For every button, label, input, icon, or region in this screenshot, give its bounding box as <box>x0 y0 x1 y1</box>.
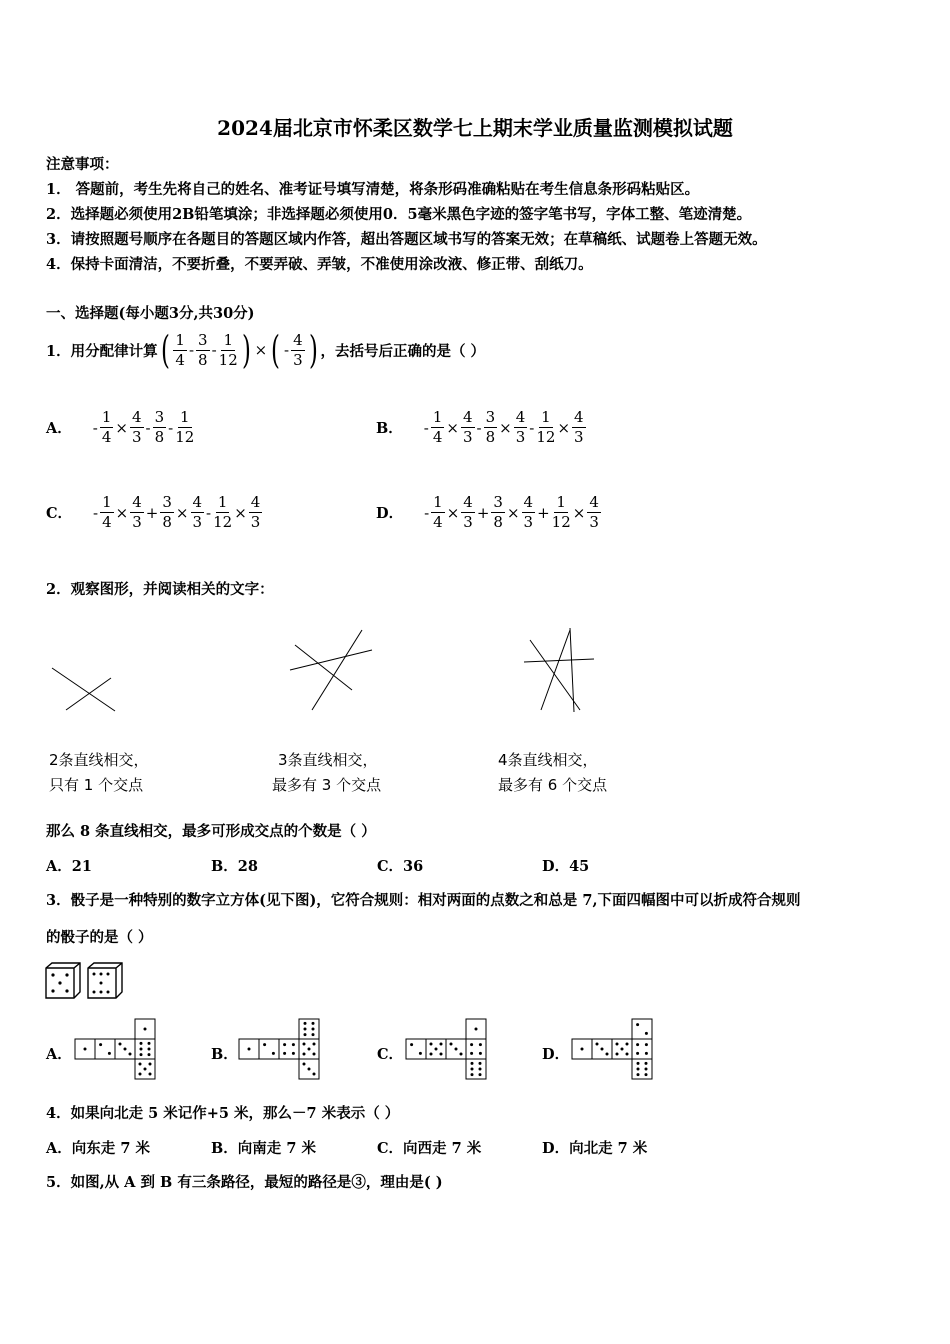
option-c[interactable]: C． <box>377 1046 404 1063</box>
die-pip <box>470 1052 473 1055</box>
dice-net-c[interactable] <box>405 1016 493 1082</box>
line <box>312 630 362 710</box>
die-pip <box>440 1043 443 1046</box>
operator: - <box>529 418 535 437</box>
die-pip <box>140 1048 143 1051</box>
die-pip <box>149 1073 152 1076</box>
figure-caption: 2条直线相交， <box>49 751 149 769</box>
die-pip <box>149 1063 152 1066</box>
fraction: $\frac{1}{4}$ <box>175 330 185 369</box>
paren-close: ) <box>308 328 318 372</box>
die-pip <box>312 1022 315 1025</box>
figure-caption: 4条直线相交， <box>498 751 598 769</box>
die-face <box>279 1039 299 1059</box>
fraction: $\frac{3}{8}$ <box>154 408 165 446</box>
die-pip <box>606 1053 609 1056</box>
dice-net-b[interactable] <box>238 1016 326 1082</box>
die-pip <box>455 1048 458 1051</box>
die-pip <box>304 1033 307 1036</box>
question-2-question: 那么 8 条直线相交，最多可形成交点的个数是（ ） <box>46 823 376 840</box>
page-title: 2024届北京市怀柔区数学七上期末学业质量监测模拟试题 <box>217 116 733 140</box>
paren-open: ( <box>160 328 170 372</box>
die-pip <box>148 1053 151 1056</box>
die-pip <box>471 1073 474 1076</box>
die-pip <box>479 1068 482 1071</box>
die-pip <box>596 1043 599 1046</box>
die-pip <box>108 1052 111 1055</box>
fraction: $\frac{4}{3}$ <box>523 493 534 531</box>
die-pip <box>308 1068 311 1071</box>
question-3-stem-continued: 的骰子的是（ ） <box>46 929 153 946</box>
fraction: $\frac{1}{4}$ <box>432 408 443 446</box>
operator: - <box>92 418 98 437</box>
dice-net-d[interactable] <box>571 1016 659 1082</box>
option-b[interactable]: B．向南走 7 米 <box>211 1140 316 1157</box>
fraction: $\frac{1}{4}$ <box>101 408 112 446</box>
operator: × <box>115 503 129 522</box>
figure-caption: 最多有 6 个交点 <box>498 776 608 794</box>
paren-open: ( <box>271 328 281 372</box>
die-pip <box>470 1043 473 1046</box>
die-pip <box>626 1043 629 1046</box>
die-face <box>259 1039 279 1059</box>
line-intersection-figures <box>0 620 950 740</box>
die-pip <box>304 1028 307 1031</box>
die-pip <box>479 1043 482 1046</box>
die-pip <box>139 1063 142 1066</box>
die-pip <box>471 1068 474 1071</box>
option-c[interactable]: C．向西走 7 米 <box>377 1140 482 1157</box>
option-c[interactable]: C．36 <box>377 858 424 875</box>
option-d[interactable] <box>376 493 602 532</box>
die-pip <box>263 1043 266 1046</box>
operator: - <box>424 503 430 522</box>
die-pip <box>645 1043 648 1046</box>
die-pip <box>272 1052 275 1055</box>
fraction: $\frac{4}{3}$ <box>250 493 261 531</box>
fraction: $\frac{3}{8}$ <box>162 493 172 531</box>
operator: + <box>145 503 159 522</box>
paren-close: ) <box>241 328 251 372</box>
option-label: C． <box>46 505 73 522</box>
dice-net-a[interactable] <box>74 1016 162 1082</box>
die-pip <box>124 1048 127 1051</box>
die-pip <box>430 1053 433 1056</box>
dice-illustration <box>44 962 126 1000</box>
die-pip <box>601 1048 604 1051</box>
die-pip <box>479 1073 482 1076</box>
notice-item: 1． 答题前，考生先将自己的姓名、准考证号填写清楚，将条形码准确粘贴在考生信息条形码粘贴区。 <box>46 181 700 198</box>
die-pip <box>636 1023 639 1026</box>
operator: × <box>446 418 459 437</box>
die-pip <box>636 1052 639 1055</box>
operator: × <box>115 418 128 437</box>
option-expression <box>423 408 587 447</box>
option-d[interactable]: D． <box>542 1046 570 1063</box>
die-pip <box>479 1052 482 1055</box>
die-pip <box>303 1053 306 1056</box>
die-face <box>406 1039 426 1059</box>
die-pip <box>645 1032 648 1035</box>
operator: - <box>168 418 174 437</box>
die-pip <box>616 1053 619 1056</box>
die-face <box>466 1039 486 1059</box>
operator: + <box>537 503 550 522</box>
die-pip <box>313 1053 316 1056</box>
option-b[interactable]: B． <box>211 1046 238 1063</box>
fraction: $\frac{4}{3}$ <box>132 493 142 531</box>
die-pip <box>312 1033 315 1036</box>
option-a[interactable]: A．21 <box>46 858 92 875</box>
option-b[interactable] <box>376 408 587 447</box>
die-pip <box>645 1052 648 1055</box>
fraction: $\frac{4}{3}$ <box>462 408 473 446</box>
question-2-stem: 2．观察图形，并阅读相关的文字： <box>46 581 274 598</box>
notice-item: 4．保持卡面清洁，不要折叠，不要弄破、弄皱，不准使用涂改液、修正带、刮纸刀。 <box>46 256 593 273</box>
operator: - <box>423 418 429 437</box>
operator: × <box>175 503 189 522</box>
fraction: $\frac{3}{8}$ <box>198 330 208 369</box>
die-pip <box>435 1048 438 1051</box>
die-pip <box>645 1073 648 1076</box>
die-pip <box>308 1048 311 1051</box>
die-pip <box>303 1063 306 1066</box>
figure-caption: 最多有 3 个交点 <box>272 776 382 794</box>
fraction: $\frac{3}{8}$ <box>485 408 496 446</box>
question-1-prefix: 1．用分配律计算 <box>46 342 158 360</box>
die-pip <box>148 1042 151 1045</box>
question-1-expression: ( $\frac{1}{4}$ - $\frac{3}{8}$ - $\frac{1}{12}$ ) × ( - $\frac{4}{3}$ ) <box>160 328 318 372</box>
die-pip <box>283 1052 286 1055</box>
option-label: D． <box>376 505 404 522</box>
die-pip <box>450 1043 453 1046</box>
option-label: A． <box>46 420 72 437</box>
fraction: $\frac{4}{3}$ <box>574 408 584 446</box>
die-pip <box>645 1068 648 1071</box>
fraction: $\frac{1}{12}$ <box>175 408 195 446</box>
die-pip <box>292 1043 295 1046</box>
option-c[interactable] <box>46 493 263 532</box>
die-pip <box>636 1043 639 1046</box>
option-label: B． <box>376 420 403 437</box>
figure-caption: 只有 1 个交点 <box>49 776 144 794</box>
die-pip <box>419 1052 422 1055</box>
die-pip <box>637 1062 640 1065</box>
die-pip <box>139 1073 142 1076</box>
die-pip <box>581 1048 584 1051</box>
operator: - <box>93 503 99 522</box>
fraction: $\frac{4}{3}$ <box>515 408 526 446</box>
die-pip <box>430 1043 433 1046</box>
option-d[interactable]: D．45 <box>542 858 590 875</box>
fraction: $\frac{4}{3}$ <box>192 493 203 531</box>
die-pip <box>129 1053 132 1056</box>
option-expression <box>92 493 263 532</box>
die-pip <box>140 1042 143 1045</box>
question-1-stem <box>46 326 485 374</box>
fraction: $\frac{3}{8}$ <box>493 493 503 531</box>
die-pip <box>645 1062 648 1065</box>
fraction: $\frac{4}{3}$ <box>589 493 599 531</box>
line <box>52 668 115 711</box>
die-pip <box>304 1022 307 1025</box>
die-pip <box>283 1043 286 1046</box>
fraction: $\frac{4}{3}$ <box>131 408 142 446</box>
notice-item: 2．选择题必须使用2B铅笔填涂；非选择题必须使用0．5毫米黑色字迹的签字笔书写，字体工整、笔迹清楚。 <box>46 206 752 223</box>
die-pip <box>616 1043 619 1046</box>
question-3-stem: 3．骰子是一种特别的数字立方体(见下图)，它符合规则：相对两面的点数之和总是 7,下面四幅图中可以折成符合规则 <box>46 892 801 909</box>
operator: × <box>499 418 512 437</box>
die-pip <box>99 1043 102 1046</box>
die-pip <box>144 1028 147 1031</box>
die-pip <box>626 1053 629 1056</box>
line <box>66 678 111 710</box>
operator: - <box>145 418 151 437</box>
option-a[interactable]: A．向东走 7 米 <box>46 1140 150 1157</box>
die-face <box>299 1019 319 1039</box>
die-pip <box>637 1068 640 1071</box>
operator: × <box>446 503 460 522</box>
figure-caption: 3条直线相交， <box>278 751 378 769</box>
die-pip <box>140 1053 143 1056</box>
die-pip <box>460 1053 463 1056</box>
die-pip <box>637 1073 640 1076</box>
die-pip <box>410 1043 413 1046</box>
option-b[interactable]: B．28 <box>211 858 258 875</box>
question-4-stem: 4．如果向北走 5 米记作+5 米，那么－7 米表示（ ） <box>46 1105 400 1122</box>
die-pip <box>148 1048 151 1051</box>
operator: × <box>557 418 571 437</box>
die-pip <box>144 1068 147 1071</box>
die-face <box>632 1019 652 1039</box>
die-face <box>632 1039 652 1059</box>
operator: × <box>572 503 586 522</box>
die-pip <box>475 1028 478 1031</box>
die-pip <box>292 1052 295 1055</box>
die-pip <box>621 1048 624 1051</box>
fraction: $\frac{1}{12}$ <box>213 493 233 531</box>
die-pip <box>84 1048 87 1051</box>
die-pip <box>313 1043 316 1046</box>
fraction: $\frac{4}{3}$ <box>463 493 473 531</box>
line <box>295 645 352 690</box>
die-pip <box>303 1043 306 1046</box>
die-face <box>95 1039 115 1059</box>
operator: - <box>476 418 482 437</box>
notice-item: 3．请按照题号顺序在各题目的答题区域内作答，超出答题区域书写的答案无效；在草稿纸、试题卷上答题无效。 <box>46 231 767 248</box>
option-d[interactable]: D．向北走 7 米 <box>542 1140 648 1157</box>
option-a[interactable] <box>46 408 195 447</box>
fraction: $\frac{1}{12}$ <box>551 493 571 531</box>
operator: × <box>506 503 520 522</box>
die-pip <box>479 1062 482 1065</box>
fraction: $\frac{1}{12}$ <box>218 330 238 369</box>
die-pip <box>248 1048 251 1051</box>
line <box>541 630 570 710</box>
die-pip <box>119 1043 122 1046</box>
fraction: $\frac{1}{12}$ <box>536 408 556 446</box>
fraction: $\frac{4}{3}$ <box>293 330 303 369</box>
die-face <box>632 1059 652 1079</box>
operator: × <box>234 503 247 522</box>
fraction: $\frac{1}{4}$ <box>102 493 112 531</box>
question-5-stem: 5．如图,从 A 到 B 有三条路径，最短的路径是③，理由是( ) <box>46 1174 443 1191</box>
die-face <box>135 1039 155 1059</box>
die-pip <box>313 1073 316 1076</box>
option-expression <box>423 493 602 532</box>
question-1-suffix: ，去括号后正确的是（ ） <box>320 342 486 360</box>
operator: + <box>476 503 490 522</box>
option-a[interactable]: A． <box>46 1046 72 1063</box>
option-expression <box>92 408 196 447</box>
fraction: $\frac{1}{4}$ <box>433 493 443 531</box>
notice-heading: 注意事项： <box>46 156 119 173</box>
section-heading: 一、选择题(每小题3分,共30分) <box>46 305 255 322</box>
line <box>290 650 372 670</box>
die-face <box>466 1059 486 1079</box>
die-pip <box>471 1062 474 1065</box>
operator: - <box>206 503 212 522</box>
die-pip <box>312 1028 315 1031</box>
die-pip <box>440 1053 443 1056</box>
